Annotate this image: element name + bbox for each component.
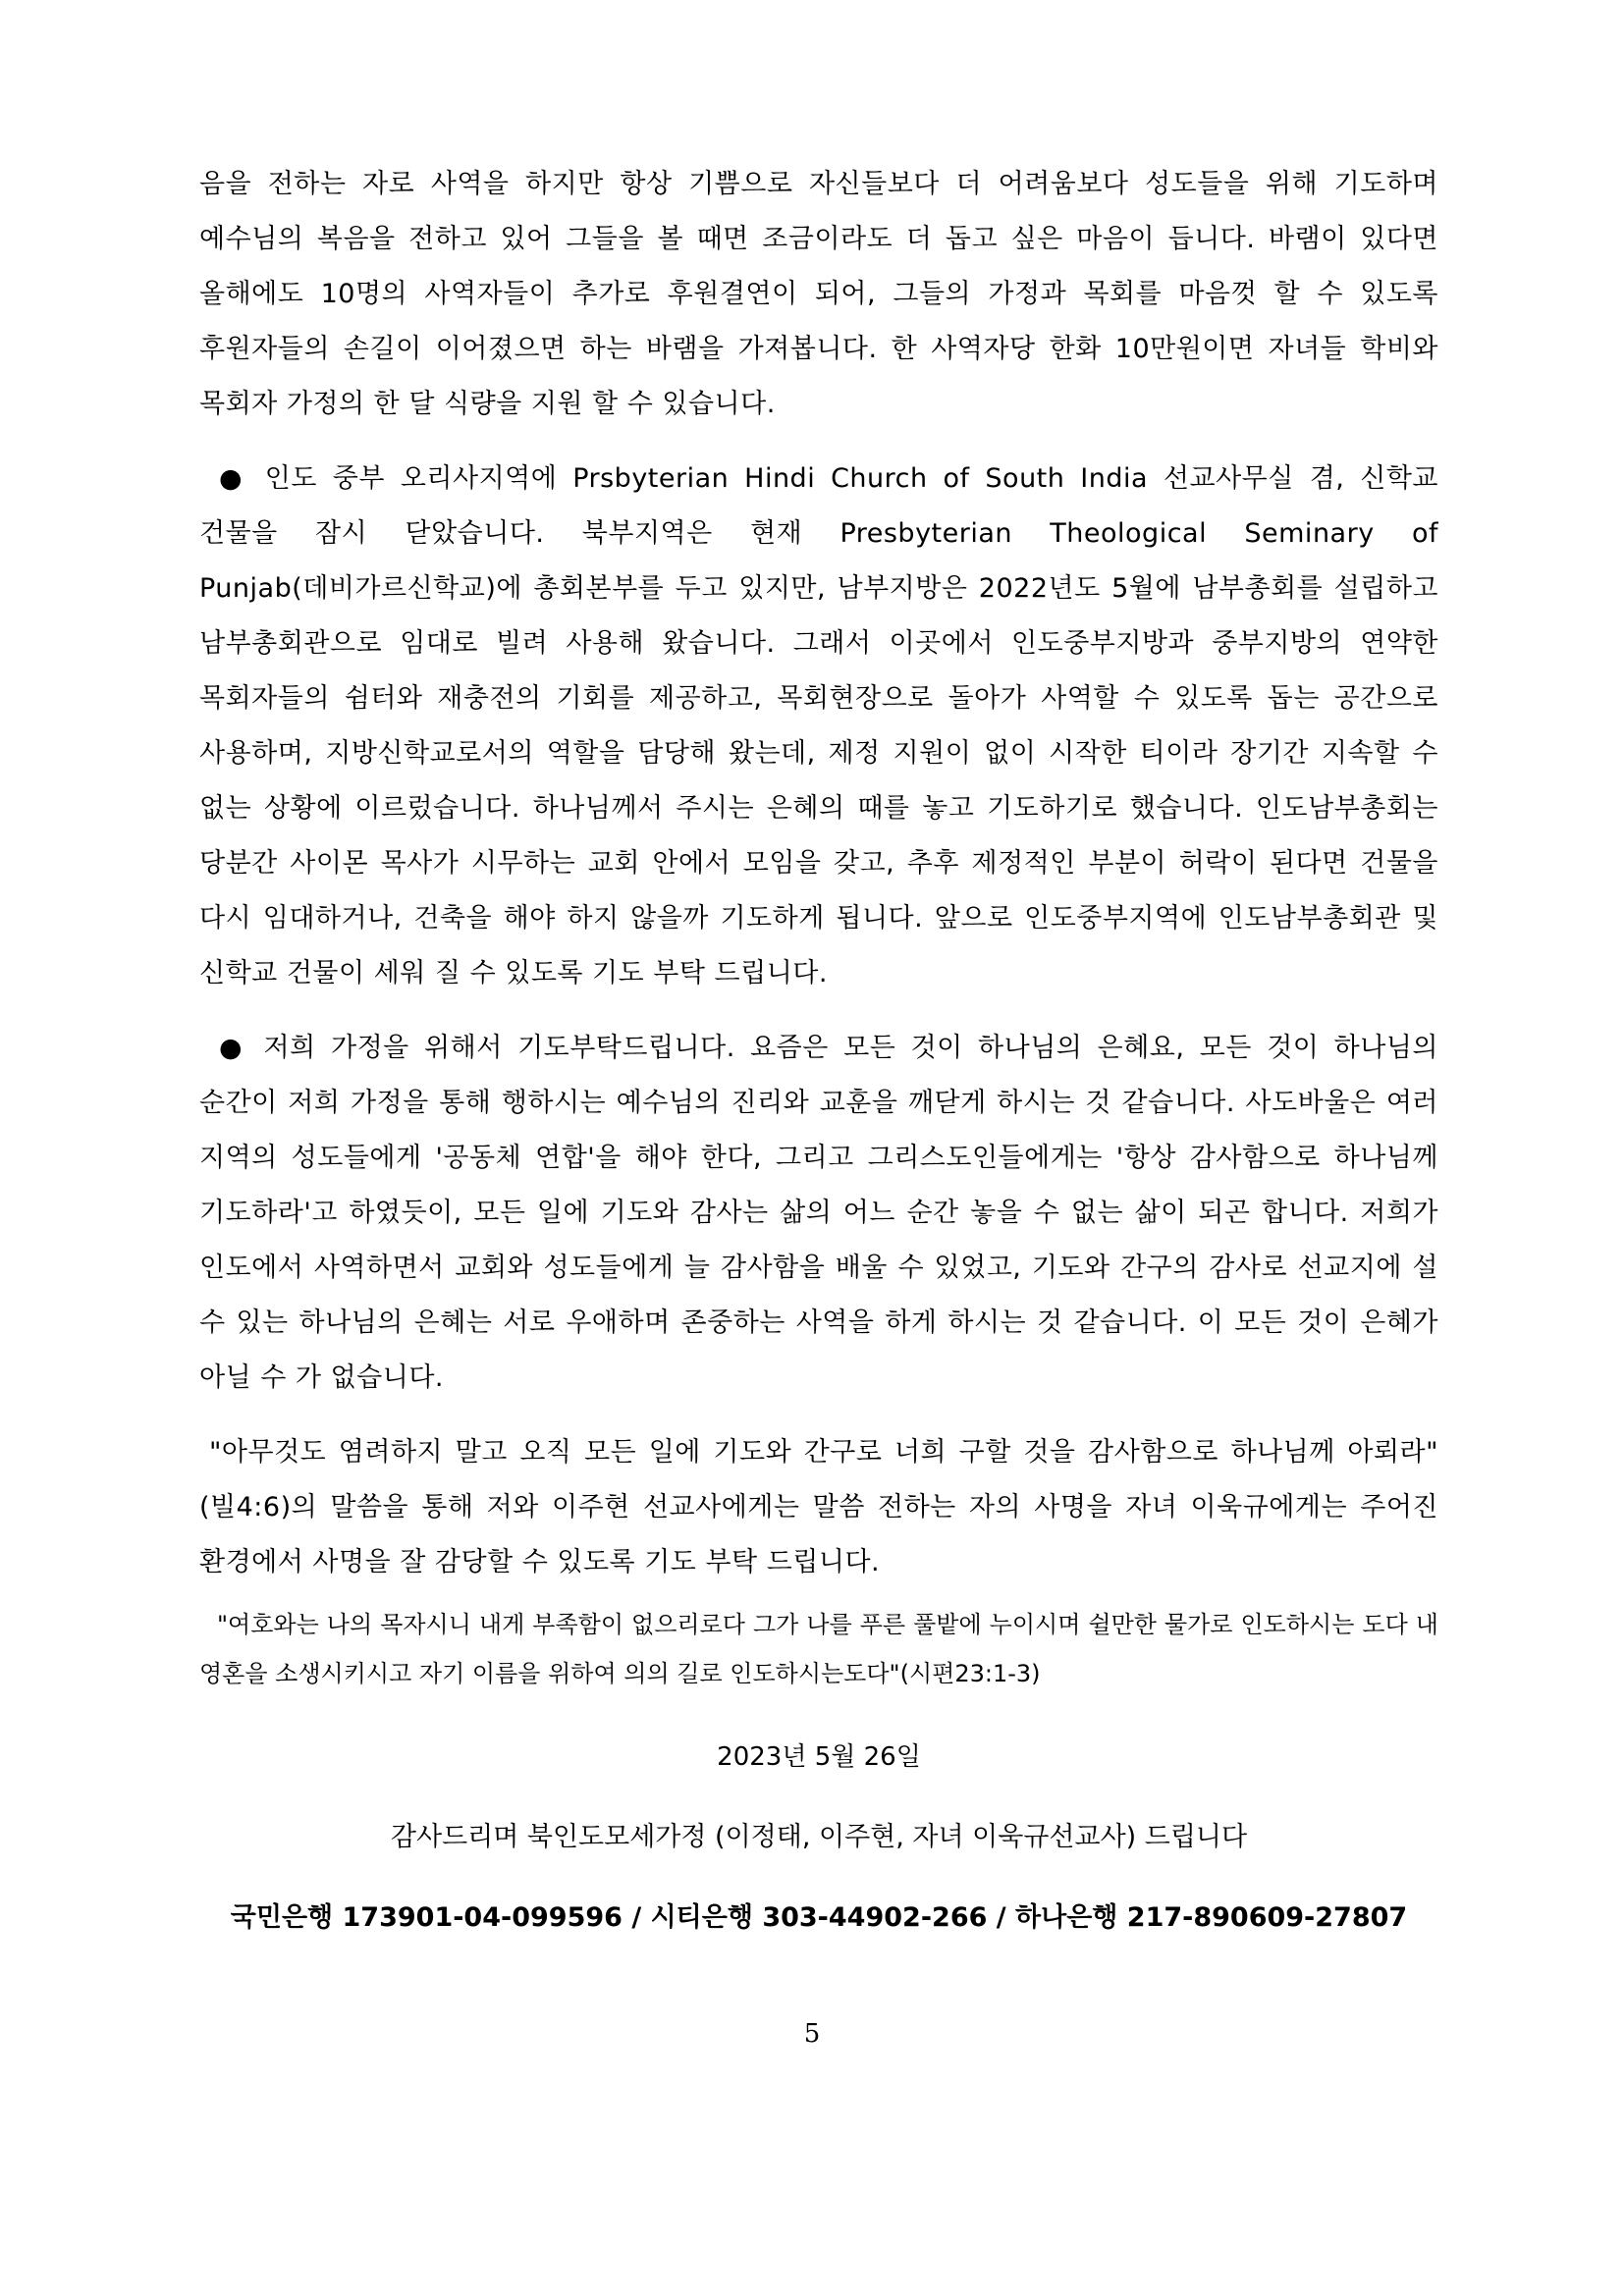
psalm-quote: "여호와는 나의 목자시니 내게 부족함이 없으리로다 그가 나를 푸른 풀밭에 누이시며 쉴만한 물가로 인도하시는 도다 내 영혼을 소생시키시고 자기 이름을 위하여 의의 길로 인도하시는도다"(시편23:1-3) bbox=[199, 1611, 1438, 1687]
paragraph-gap bbox=[199, 1001, 1438, 1021]
paragraph-support-request: 음을 전하는 자로 사역을 하지만 항상 기쁨으로 자신들보다 더 어려움보다 성도들을 위해 기도하며 예수님의 복음을 전하고 있어 그들을 볼 때면 조금이라도 더 돕고 싶은 마음이 듭니다. 바램이 있다면 올해에도 10명의 사역자들이 추가로 후원결연이 되어, 그들의 가정과 목회를 마음껏 할 수 있도록 후원자들의 손길이 이어졌으면 하는 바램을 가져봅니다. 한 사역자당 한화 10만원이면 자녀들 학비와 목회자 가정의 한 달 식량을 지원 할 수 있습니다. bbox=[199, 169, 1438, 419]
paragraph-seminary-building: ● 인도 중부 오리사지역에 Prsbyterian Hindi Church of South India 선교사무실 겸, 신학교 건물을 잠시 닫았습니다. 북부지역은 현재 Presbyterian Theological Seminary of Punjab(데비가르신학교)에 총회본부를 두고 있지만, 남부지방은 2022년도 5월에 남부총회를 설립하고 남부총회관으로 임대로 빌려 사용해 왔습니다. 그래서 이곳에서 인도중부지방과 중부지방의 연약한 목회자들의 쉼터와 재충전의 기회를 제공하고, 목회현장으로 돌아가 사역할 수 있도록 돕는 공간으로 사용하며, 지방신학교로서의 역할을 담당해 왔는데, 제정 지원이 없이 시작한 티이라 장기간 지속할 수 없는 상황에 이르렀습니다. 하나님께서 주시는 은혜의 때를 놓고 기도하기로 했습니다. 인도남부총회는 당분간 사이몬 목사가 시무하는 교회 안에서 모임을 갖고, 추후 제정적인 부분이 허락이 된다면 건물을 다시 임대하거나, 건축을 해야 하지 않을까 기도하게 됩니다. 앞으로 인도중부지역에 인도남부총회관 및 신학교 건물이 세워 질 수 있도록 기도 부탁 드립니다. bbox=[199, 463, 1438, 988]
bank-accounts: 국민은행 173901-04-099596 / 시티은행 303-44902-266 / 하나은행 217-890609-27807 bbox=[230, 1902, 1408, 1933]
paragraph-philippians-verse: "아무것도 염려하지 말고 오직 모든 일에 기도와 간구로 너희 구할 것을 감사함으로 하나님께 아뢰라"(빌4:6)의 말씀을 통해 저와 이주현 선교사에게는 말씀 전하는 자의 사명을 자녀 이욱규에게는 주어진 환경에서 사명을 잘 감당할 수 있도록 기도 부탁 드립니다. bbox=[199, 1437, 1438, 1577]
letter-signature: 감사드리며 북인도모세가정 (이정태, 이주현, 자녀 이욱규선교사) 드립니다 bbox=[390, 1822, 1248, 1852]
paragraph-family-prayer: ● 저희 가정을 위해서 기도부탁드립니다. 요즘은 모든 것이 하나님의 은혜요, 모든 것이 하나님의 순간이 저희 가정을 통해 행하시는 예수님의 진리와 교훈을 깨닫게 하시는 것 같습니다. 사도바울은 여러 지역의 성도들에게 '공동체 연합'을 해야 한다, 그리고 그리스도인들에게는 '항상 감사함으로 하나님께 기도하라'고 하였듯이, 모든 일에 기도와 감사는 삶의 어느 순간 놓을 수 없는 삶이 되곤 합니다. 저희가 인도에서 사역하면서 교회와 성도들에게 늘 감사함을 배울 수 있었고, 기도와 간구의 감사로 선교지에 설 수 있는 하나님의 은혜는 서로 우애하며 존중하는 사역을 하게 하시는 것 같습니다. 이 모든 것이 은혜가 아닐 수 가 없습니다. bbox=[199, 1033, 1438, 1393]
page-number: 5 bbox=[803, 2019, 821, 2049]
paragraph-gap bbox=[199, 432, 1438, 452]
paragraph-gap bbox=[199, 1590, 1438, 1600]
letter-date: 2023년 5월 26일 bbox=[717, 1742, 921, 1772]
document-body bbox=[199, 157, 1438, 1938]
paragraph-gap bbox=[199, 1406, 1438, 1425]
